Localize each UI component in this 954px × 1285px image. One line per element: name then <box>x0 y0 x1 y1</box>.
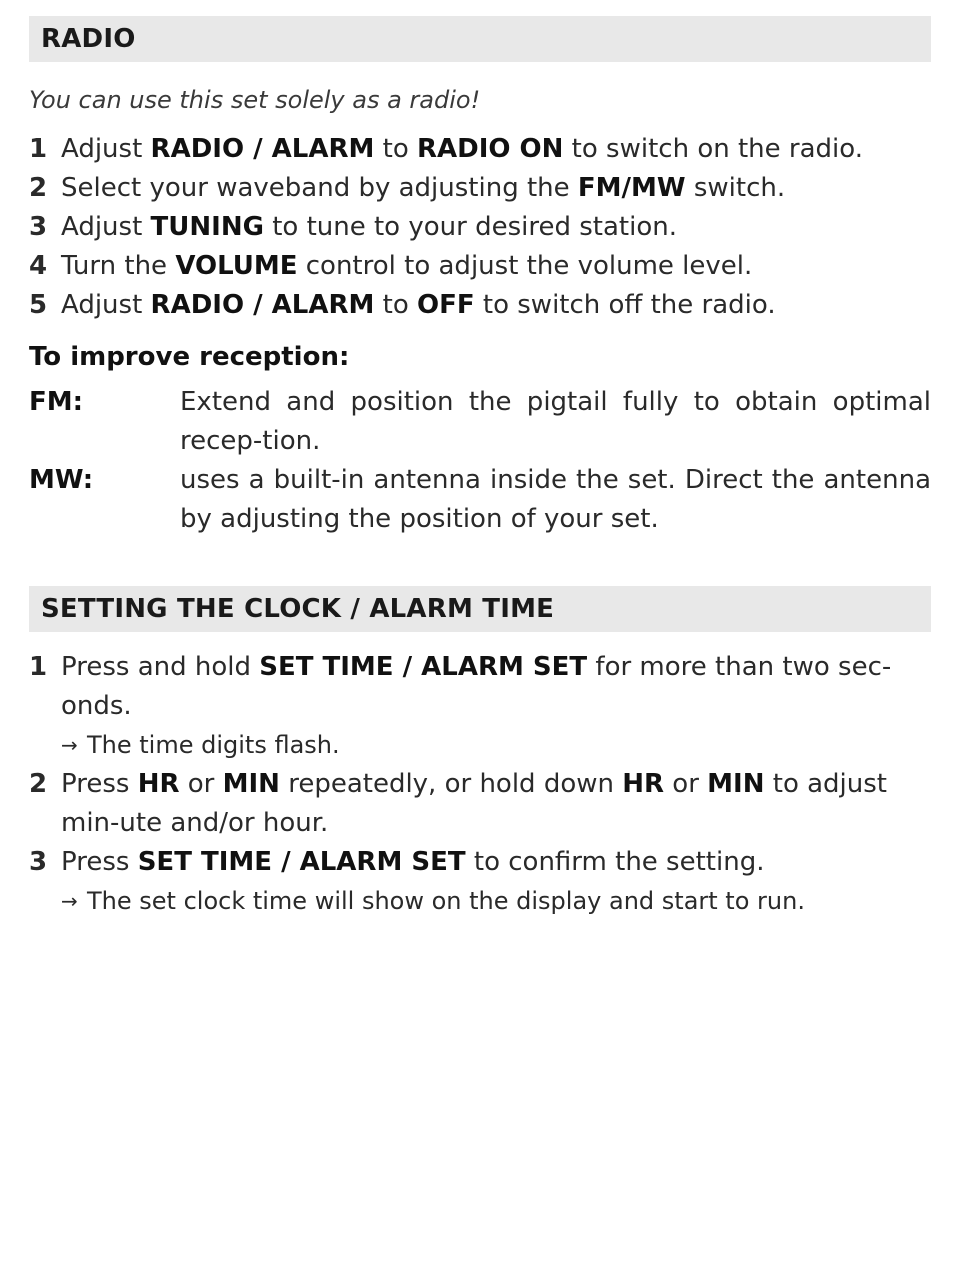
section-title: SETTING THE CLOCK / ALARM TIME <box>41 594 555 624</box>
step-text-fragment: Press and hold <box>61 652 260 682</box>
step-text-fragment: control to adjust the volume level. <box>297 251 753 281</box>
step-text-fragment: switch. <box>685 173 786 203</box>
control-name: TUNING <box>150 212 264 242</box>
reception-description: Extend and position the pigtail fully to obtain optimal recep-tion. <box>180 387 931 456</box>
step-text <box>61 843 931 882</box>
reception-item <box>29 383 931 461</box>
reception-term: FM: <box>29 387 84 417</box>
step-item <box>29 648 931 726</box>
control-name: MIN <box>222 769 280 799</box>
step-text-fragment: to confirm the setting. <box>465 847 765 877</box>
step-item <box>29 286 931 325</box>
step-item <box>29 169 931 208</box>
step-result <box>29 882 931 921</box>
step-text-fragment: Press <box>61 769 138 799</box>
radio-intro: You can use this set solely as a radio! <box>29 86 481 114</box>
step-item <box>29 130 931 169</box>
step-text-fragment: or <box>179 769 223 799</box>
step-number: 4 <box>29 251 48 281</box>
reception-heading: To improve reception: <box>29 342 350 372</box>
step-item <box>29 208 931 247</box>
step-text-fragment: to switch on the radio. <box>563 134 863 164</box>
step-result-text: The set clock time will show on the display and start to run. <box>87 887 805 915</box>
step-number: 2 <box>29 173 48 203</box>
step-number: 3 <box>29 847 48 877</box>
control-name: OFF <box>417 290 475 320</box>
step-text-fragment: Adjust <box>61 134 151 164</box>
step-text <box>61 247 931 286</box>
step-text-fragment: Select your waveband by adjusting the <box>61 173 578 203</box>
control-name: HR <box>622 769 665 799</box>
step-text-fragment: Adjust <box>61 290 151 320</box>
step-number: 1 <box>29 134 48 164</box>
step-text <box>61 208 931 247</box>
control-name: RADIO / ALARM <box>150 290 375 320</box>
control-name: VOLUME <box>175 251 298 281</box>
clock-section-header <box>29 586 931 632</box>
step-text-fragment: to <box>374 134 417 164</box>
step-text <box>61 765 931 843</box>
step-item <box>29 765 931 843</box>
reception-item <box>29 461 931 539</box>
reception-definitions <box>29 383 931 539</box>
step-text-fragment: to adjust min-ute and/or hour. <box>61 769 887 838</box>
step-result <box>29 726 931 765</box>
control-name: RADIO / ALARM <box>150 134 375 164</box>
right-arrow-icon: → <box>61 889 78 913</box>
step-text-fragment: to <box>374 290 417 320</box>
clock-steps-list <box>29 648 931 921</box>
control-name: FM/MW <box>577 173 686 203</box>
step-number: 2 <box>29 769 48 799</box>
reception-description: uses a built-in antenna inside the set. Direct the antenna by adjusting the position of your set. <box>180 465 931 534</box>
step-number: 1 <box>29 652 48 682</box>
control-name: RADIO ON <box>417 134 564 164</box>
step-item <box>29 843 931 882</box>
manual-page <box>29 16 931 921</box>
step-item <box>29 247 931 286</box>
step-number: 3 <box>29 212 48 242</box>
step-text <box>61 169 931 208</box>
step-text <box>61 130 931 169</box>
step-text-fragment: or <box>664 769 708 799</box>
step-text-fragment: Press <box>61 847 138 877</box>
step-text-fragment: to tune to your desired station. <box>263 212 677 242</box>
reception-term: MW: <box>29 465 94 495</box>
step-text-fragment: repeatedly, or hold down <box>279 769 623 799</box>
step-text-fragment: Turn the <box>61 251 176 281</box>
step-text-fragment: to switch off the radio. <box>474 290 776 320</box>
radio-section-header <box>29 16 931 62</box>
right-arrow-icon: → <box>61 733 78 757</box>
step-number: 5 <box>29 290 48 320</box>
control-name: SET TIME / ALARM SET <box>259 652 588 682</box>
step-result-text: The time digits flash. <box>87 731 340 759</box>
radio-steps-list <box>29 130 931 325</box>
section-title: RADIO <box>41 24 136 54</box>
step-text-fragment: for more than two sec-onds. <box>61 652 892 721</box>
step-text <box>61 648 931 726</box>
step-text-fragment: Adjust <box>61 212 151 242</box>
control-name: HR <box>137 769 180 799</box>
control-name: SET TIME / ALARM SET <box>137 847 466 877</box>
step-text <box>61 286 931 325</box>
control-name: MIN <box>707 769 765 799</box>
